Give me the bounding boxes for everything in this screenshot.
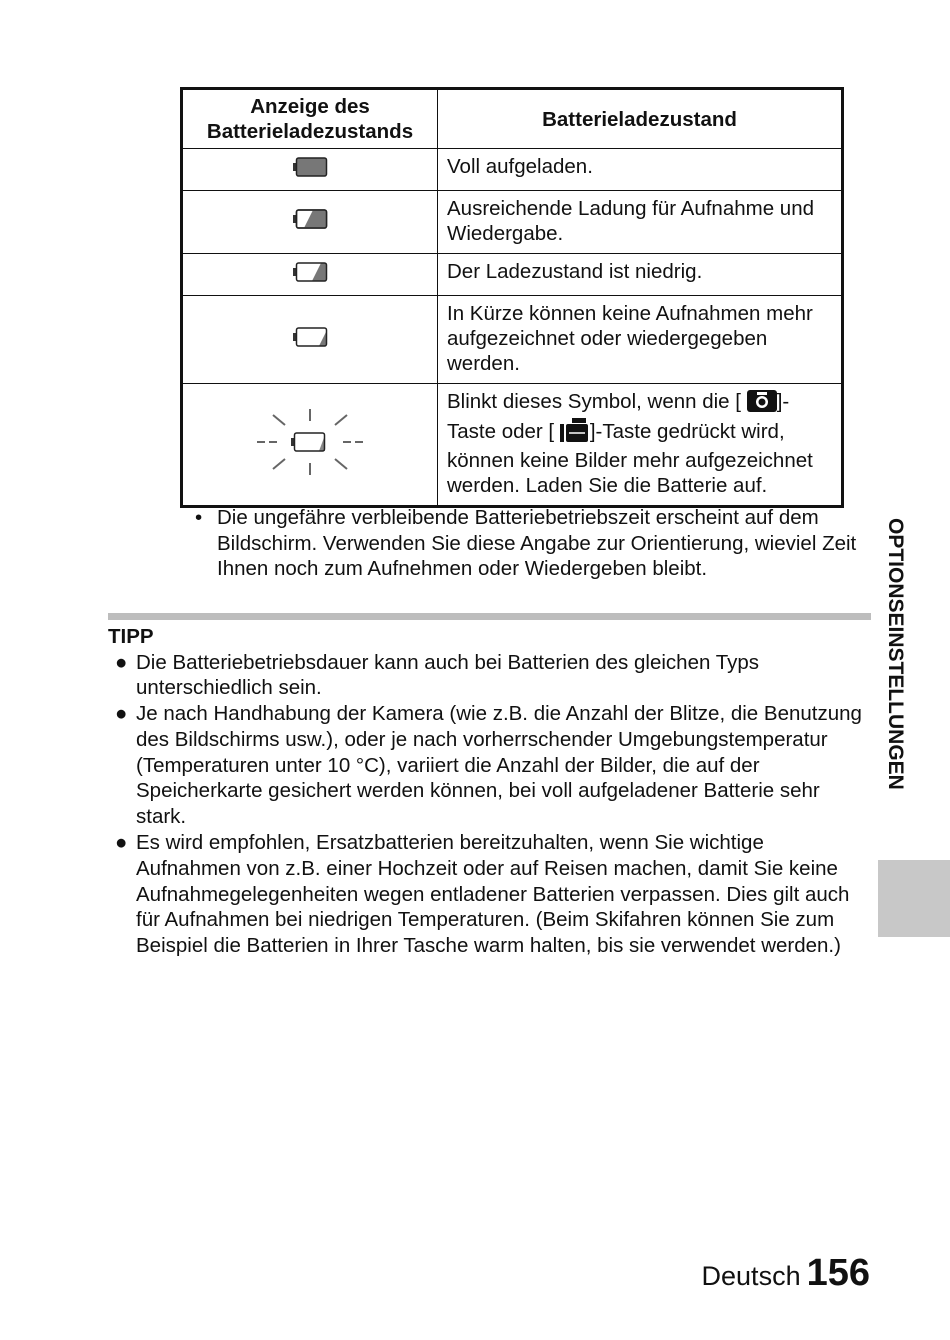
page-footer <box>702 1252 870 1295</box>
list-item-text: Die Batteriebetriebsdauer kann auch bei Batterien des gleichen Typs unterschiedlich sein. <box>136 650 759 700</box>
tipp-section <box>108 624 873 959</box>
camera-icon <box>747 390 777 418</box>
battery-high-icon <box>182 191 438 254</box>
status-text: Ausreichende Ladung für Aufnahme und Wiedergabe. <box>438 191 843 254</box>
bullet-icon: ● <box>115 831 128 855</box>
table-row <box>182 191 843 254</box>
bullet-icon: ● <box>115 702 128 726</box>
battery-status-table-container <box>180 87 844 508</box>
battery-very-low-icon <box>182 296 438 384</box>
list-item-text: Je nach Handhabung der Kamera (wie z.B. die Anzahl der Blitze, die Benutzung des Bildschirms usw.), oder je nach vorherrschender Umgebungstemperatur (Temperaturen unter 10 °C), variiert die Anzahl der Bilder, die auf der Speicherkarte gesichert werden können, bei voll aufgeladener Batterie sehr stark. <box>136 702 862 829</box>
battery-full-icon <box>182 149 438 191</box>
video-camera-icon <box>560 418 590 448</box>
table-row <box>182 149 843 191</box>
tipp-heading: TIPP <box>108 625 154 648</box>
note-text: Die ungefähre verbleibende Batteriebetriebszeit erscheint auf dem Bildschirm. Verwenden Sie diese Angabe zur Orientierung, wieviel Zeit Ihnen noch zum Aufnehmen oder Wiedergeben bleibt. <box>217 506 857 580</box>
table-row <box>182 254 843 296</box>
side-label-text: OPTIONSEINSTELLUNGEN <box>884 518 907 790</box>
page-number: 156 <box>806 1252 870 1294</box>
table-row <box>182 384 843 507</box>
status-text-part: ]-Taste gedrückt wird, können keine Bilder mehr aufgezeichnet werden. Laden Sie die Batterie auf. <box>447 420 813 497</box>
status-text-part: Blinkt dieses Symbol, wenn die [ <box>447 390 741 413</box>
list-item <box>108 650 873 702</box>
note-bullet: • <box>195 506 203 529</box>
section-tab-marker <box>878 860 950 937</box>
footer-language: Deutsch <box>701 1261 801 1291</box>
battery-low-icon <box>182 254 438 296</box>
table-header-row <box>182 89 843 149</box>
battery-status-table <box>180 87 844 508</box>
header-indicator: Anzeige des Batterieladezustands <box>182 89 438 149</box>
section-side-label <box>878 518 912 848</box>
bullet-icon: ● <box>115 650 128 674</box>
note-paragraph <box>195 505 875 582</box>
status-text: Voll aufgeladen. <box>438 149 843 191</box>
table-row <box>182 296 843 384</box>
status-text <box>438 384 843 507</box>
status-text-part: ]-Taste oder [ <box>447 390 790 443</box>
tipp-list <box>108 650 873 960</box>
header-status: Batterieladezustand <box>438 89 843 149</box>
status-text: Der Ladezustand ist niedrig. <box>438 254 843 296</box>
list-item-text: Es wird empfohlen, Ersatzbatterien bereitzuhalten, wenn Sie wichtige Aufnahmen von z.B. einer Hochzeit oder auf Reisen machen, damit Sie keine Aufnahmegelegenheiten wegen entladener Batterien verpassen. Dies gilt auch für Aufnahmen bei niedrigen Temperaturen. (Beim Skifahren können Sie zum Beispiel die Batterien in Ihrer Tasche warm halten, bis sie verwendet werden.) <box>136 831 850 958</box>
status-text: In Kürze können keine Aufnahmen mehr aufgezeichnet oder wiedergegeben werden. <box>438 296 843 384</box>
battery-empty-blinking-icon <box>182 384 438 507</box>
list-item <box>108 830 873 959</box>
list-item <box>108 701 873 830</box>
section-divider <box>108 613 871 620</box>
